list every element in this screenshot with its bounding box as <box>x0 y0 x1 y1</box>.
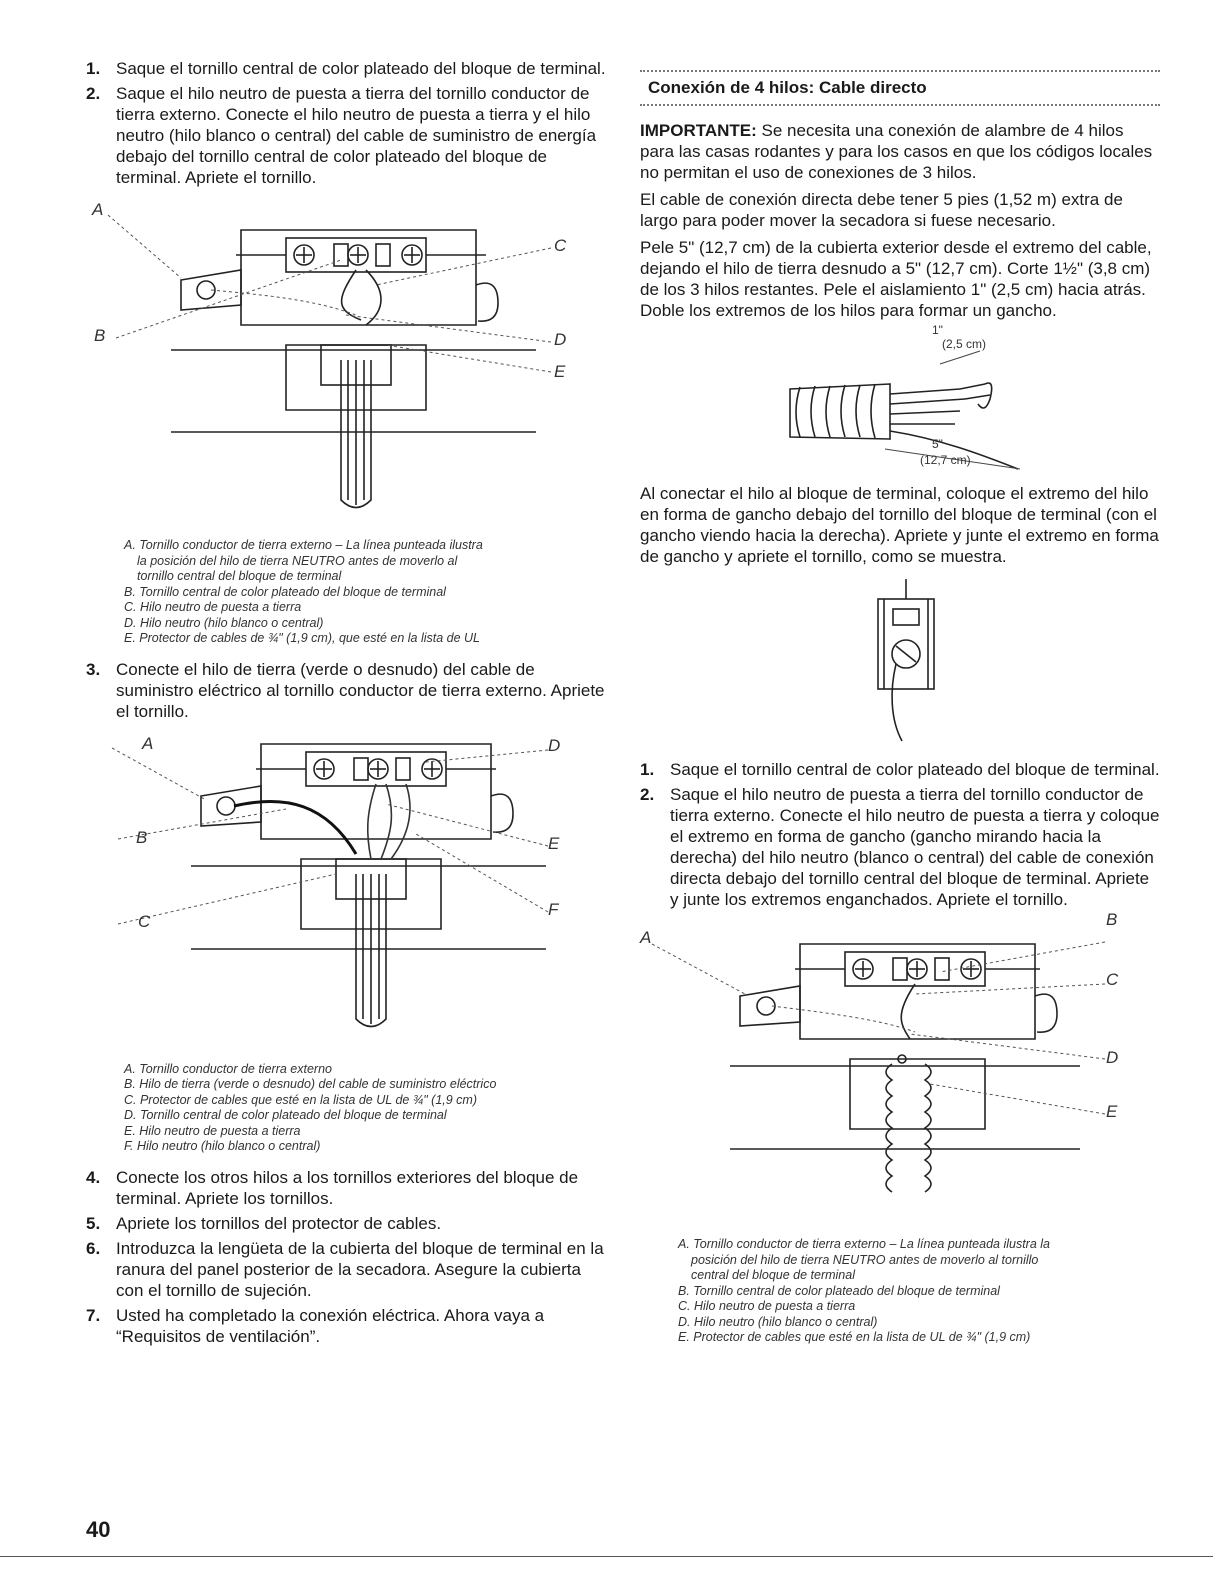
caption-line: F. Hilo neutro (hilo blanco o central) <box>124 1139 321 1153</box>
important-text: Se necesita una conexión de alambre de 4 hilos para las casas rodantes y para los casos en que los códigos locales no permitan el uso de conexiones de 3 hilos. <box>640 121 1153 182</box>
dimension-5-cm: (12,7 cm) <box>920 453 971 467</box>
step-item <box>640 759 1160 780</box>
step-text: Conecte los otros hilos a los tornillos exteriores del bloque de terminal. Apriete los tornillos. <box>116 1167 579 1208</box>
callout-b: B <box>94 326 106 345</box>
callout-d: D <box>554 330 567 349</box>
caption-line: E. Protector de cables que esté en la lista de UL de ¾" (1,9 cm) <box>678 1330 1031 1344</box>
callout-e: E <box>554 362 566 381</box>
caption-line: D. Hilo neutro (hilo blanco o central) <box>124 615 324 630</box>
caption-line: D. Tornillo central de color plateado del bloque de terminal <box>124 1108 447 1122</box>
step-number: 6. <box>86 1238 101 1258</box>
callout-d: D <box>1106 1048 1119 1067</box>
dimension-1-cm: (2,5 cm) <box>942 337 987 351</box>
step-text: Introduzca la lengüeta de la cubierta del bloque de terminal en la ranura del panel posterior de la secadora. Asegure la cubierta con el tornillo de sujeción. <box>116 1238 604 1300</box>
caption-line: E. Hilo neutro de puesta a tierra <box>124 1123 301 1138</box>
bottom-rule <box>0 1556 1213 1557</box>
terminal-block-figure-2 <box>86 734 606 1054</box>
caption-line: C. Hilo neutro de puesta a tierra <box>124 600 302 614</box>
step-item <box>86 1305 606 1347</box>
hook-screw-figure <box>640 579 1160 749</box>
callout-e: E <box>1106 1102 1118 1121</box>
caption-line: D. Hilo neutro (hilo blanco o central) <box>678 1314 878 1329</box>
step-number: 2. <box>640 785 655 804</box>
caption-line: E. Protector de cables de ¾" (1,9 cm), que esté en la lista de UL <box>124 631 481 645</box>
caption-line: A. Tornillo conductor de tierra externo – La línea punteada ilustra la <box>678 1237 1050 1251</box>
step-number: 5. <box>86 1213 101 1233</box>
hook-screw-drawing <box>640 579 1160 749</box>
step-number: 1. <box>640 760 655 779</box>
step-text: Saque el hilo neutro de puesta a tierra del tornillo conductor de tierra externo. Conecte el hilo neutro de puesta a tierra y coloque el extremo en forma de gancho (gancho mirando hacia la derecha) del hilo neutro (blanco o central) del cable de conexión directa debajo del tornillo central del bloque de terminal. Apriete y junte los extremos enganchados. Apriete el tornillo. <box>670 785 1160 909</box>
paragraph: El cable de conexión directa debe tener 5 pies (1,52 m) extra de largo para poder mover la secadora si fuese necesario. <box>640 190 1123 230</box>
callout-c: C <box>1106 970 1119 989</box>
dimension-5-in: 5" <box>932 437 943 451</box>
step-item <box>86 1238 606 1301</box>
left-column <box>86 58 606 1351</box>
caption-line: la posición del hilo de tierra NEUTRO antes de moverlo al <box>137 553 458 568</box>
caption-line: tornillo central del bloque de terminal <box>137 569 342 583</box>
step-number: 3. <box>86 659 101 679</box>
caption-line: A. Tornillo conductor de tierra externo <box>124 1061 332 1076</box>
step-item <box>86 58 606 79</box>
callout-a: A <box>92 200 104 219</box>
callout-a: A <box>142 733 154 753</box>
figure-3-caption <box>678 1237 1160 1346</box>
step-text: Apriete los tornillos del protector de cables. <box>116 1213 442 1233</box>
cable-drawing <box>640 329 1160 479</box>
step-number: 1. <box>86 59 101 78</box>
paragraph: Al conectar el hilo al bloque de terminal, coloque el extremo del hilo en forma de gancho debajo del tornillo del bloque de terminal (con el gancho viendo hacia la derecha). Apriete y junte el extremo en forma de gancho y apriete el tornillo, como se muestra. <box>640 484 1159 566</box>
section-rule <box>640 104 1160 106</box>
caption-line: posición del hilo de tierra NEUTRO antes de moverlo al tornillo <box>691 1252 1039 1267</box>
paragraph: Pele 5" (12,7 cm) de la cubierta exterior desde el extremo del cable, dejando el hilo de tierra desnudo a 5" (12,7 cm). Corte 1½" (3,8 cm) de los 3 hilos restantes. Pele el aislamiento 1" (2,5 cm) hacia atrás. Doble los extremos de los hilos para formar un gancho. <box>640 238 1152 320</box>
callout-a: A <box>640 928 652 947</box>
callout-c: C <box>554 236 567 255</box>
callout-b: B <box>1106 910 1118 929</box>
step-number: 4. <box>86 1167 101 1187</box>
caption-line: A. Tornillo conductor de tierra externo – La línea punteada ilustra <box>124 538 483 552</box>
callout-e: E <box>548 833 560 853</box>
step-item <box>86 659 606 722</box>
terminal-block-figure-3 <box>640 910 1160 1229</box>
right-column <box>640 70 1160 1358</box>
step-item <box>86 1167 606 1209</box>
figure-1-caption <box>124 538 606 647</box>
caption-line: C. Hilo neutro de puesta a tierra <box>678 1299 856 1313</box>
callout-f: F <box>548 899 559 919</box>
figure-2-caption <box>124 1062 606 1155</box>
step-text: Saque el tornillo central de color plateado del bloque de terminal. <box>670 760 1160 779</box>
caption-line: central del bloque de terminal <box>691 1268 855 1282</box>
section-title: Conexión de 4 hilos: Cable directo <box>648 78 927 97</box>
step-text: Saque el hilo neutro de puesta a tierra del tornillo conductor de tierra externo. Conecte el hilo neutro de puesta a tierra y el hilo neutro (hilo blanco o central) del cable de suministro de energía debajo del tornillo central de color plateado del bloque de terminal. Apriete el tornillo. <box>116 84 597 187</box>
terminal-block-drawing <box>86 200 606 530</box>
important-label: IMPORTANTE: <box>640 121 757 140</box>
stripped-cable-figure <box>640 323 1160 479</box>
callout-b: B <box>136 827 148 847</box>
step-text: Saque el tornillo central de color plateado del bloque de terminal. <box>116 59 606 78</box>
caption-line: B. Hilo de tierra (verde o desnudo) del cable de suministro eléctrico <box>124 1077 497 1091</box>
terminal-block-figure-1 <box>86 200 606 530</box>
important-note <box>640 120 1160 183</box>
terminal-block-drawing <box>86 734 606 1054</box>
caption-line: B. Tornillo central de color plateado del bloque de terminal <box>678 1283 1000 1298</box>
step-number: 7. <box>86 1305 101 1325</box>
step-item <box>86 1213 606 1234</box>
caption-line: B. Tornillo central de color plateado del bloque de terminal <box>124 584 446 599</box>
step-text: Usted ha completado la conexión eléctrica. Ahora vaya a “Requisitos de ventilación”. <box>116 1305 545 1346</box>
terminal-block-drawing <box>640 924 1160 1229</box>
callout-d: D <box>548 735 561 755</box>
step-item <box>640 784 1160 910</box>
step-number: 2. <box>86 84 101 103</box>
callout-c: C <box>138 911 151 931</box>
step-item <box>86 83 606 188</box>
page-number: 40 <box>86 1517 111 1542</box>
dimension-1-in: 1" <box>932 323 943 337</box>
caption-line: C. Protector de cables que esté en la lista de UL de ¾" (1,9 cm) <box>124 1092 478 1107</box>
step-text: Conecte el hilo de tierra (verde o desnudo) del cable de suministro eléctrico al tornillo conductor de tierra externo. Apriete el tornillo. <box>116 659 605 721</box>
section-rule <box>640 70 1160 72</box>
